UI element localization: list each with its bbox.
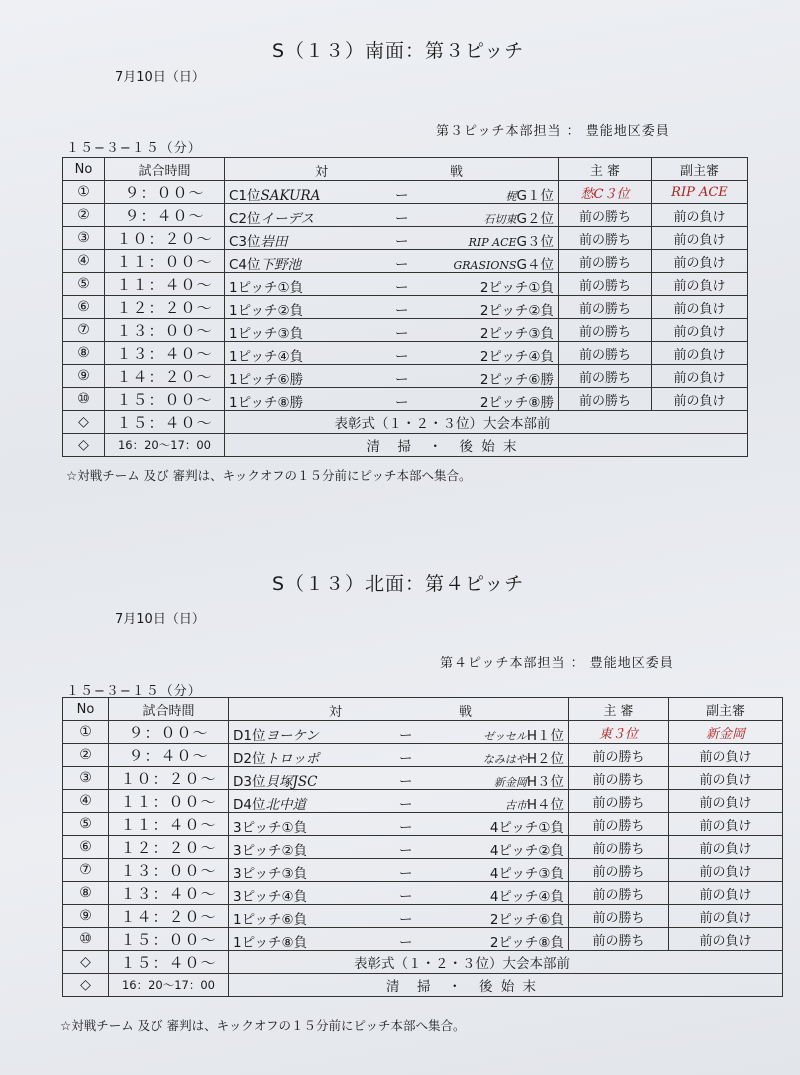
away-team	[490, 862, 564, 882]
match-cell	[229, 744, 569, 767]
home-team-name: 貝塚JSC	[265, 774, 318, 790]
assistant-referee: 前の負け	[652, 319, 748, 342]
match-time: ９：４０〜	[105, 204, 225, 227]
referee: 前の勝ち	[559, 365, 652, 388]
ceremony-time: １５：４０〜	[109, 951, 229, 974]
home-team	[229, 391, 303, 411]
match-time: １１：４０〜	[109, 813, 229, 836]
away-team	[483, 747, 564, 767]
match-no: ③	[63, 767, 109, 790]
header-time: 試合時間	[109, 698, 229, 721]
match-no: ⑩	[63, 388, 105, 411]
header-subref: 副主審	[669, 698, 783, 721]
home-team-name: ヨーケン	[265, 728, 319, 744]
table-row	[63, 859, 783, 882]
versus-dash: ー	[395, 188, 409, 204]
away-team	[490, 931, 564, 951]
home-seed: 1ピッチ②負	[229, 303, 304, 319]
header-no: No	[63, 158, 105, 181]
assistant-referee: 前の負け	[652, 273, 748, 296]
versus-dash: ー	[399, 866, 413, 882]
match-time: １５：００〜	[105, 388, 225, 411]
match-cell	[225, 319, 559, 342]
home-team	[229, 184, 320, 204]
away-seed: 4ピッチ①負	[489, 820, 564, 836]
match-format: １５−３−１５（分）	[66, 684, 202, 699]
match-no: ⑤	[63, 273, 105, 296]
referee: 愁C３位	[559, 181, 652, 204]
away-team	[453, 253, 554, 273]
match-format: １５−３−１５（分）	[66, 141, 202, 156]
away-seed: 2ピッチ⑥勝	[479, 372, 554, 388]
table-row	[63, 181, 748, 204]
match-time: １０：２０〜	[105, 227, 225, 250]
header-time: 試合時間	[105, 158, 225, 181]
cleanup-no: ◇	[63, 974, 109, 997]
away-team	[484, 207, 554, 227]
table-row	[63, 342, 748, 365]
referee: 前の勝ち	[569, 813, 669, 836]
match-cell	[229, 813, 569, 836]
away-team-name: 石切東	[483, 213, 517, 226]
assistant-referee: 前の負け	[669, 859, 783, 882]
away-team	[494, 770, 564, 790]
assistant-referee: 前の負け	[669, 767, 783, 790]
assistant-referee: 前の負け	[669, 905, 783, 928]
home-seed: 3ピッチ②負	[233, 843, 308, 859]
match-cell	[229, 836, 569, 859]
referee: 前の勝ち	[569, 744, 669, 767]
home-seed: D4位	[233, 797, 266, 813]
cleanup-row	[63, 974, 783, 997]
away-team	[480, 299, 554, 319]
cleanup-time: 16：20〜17：00	[105, 434, 225, 457]
match-no: ①	[63, 721, 109, 744]
home-team	[233, 770, 317, 790]
match-no: ②	[63, 744, 109, 767]
match-time: １０：２０〜	[109, 767, 229, 790]
match-time: １２：２０〜	[109, 836, 229, 859]
away-team-name: GRASIONS	[453, 259, 517, 272]
match-time: １１：４０〜	[105, 273, 225, 296]
table-row	[63, 250, 748, 273]
sheet-date: 7月10日（日）	[115, 70, 205, 85]
home-seed: 3ピッチ①負	[233, 820, 308, 836]
versus-dash: ー	[395, 280, 409, 296]
assistant-referee: 前の負け	[669, 928, 783, 951]
away-team-name: ゼッセル	[483, 730, 527, 743]
sheet-dept: 第４ピッチ本部担当 ： 豊能地区委員	[440, 656, 674, 671]
match-cell	[229, 882, 569, 905]
home-team-name: 北中道	[265, 797, 306, 813]
away-seed: H３位	[526, 774, 564, 790]
versus-dash: ー	[399, 728, 413, 744]
home-seed: C1位	[229, 188, 261, 204]
home-seed: 1ピッチ③負	[229, 326, 304, 342]
versus-dash: ー	[399, 797, 413, 813]
cleanup-time: 16：20〜17：00	[109, 974, 229, 997]
versus-dash: ー	[395, 303, 409, 319]
versus-dash: ー	[395, 349, 409, 365]
match-no: ⑧	[63, 342, 105, 365]
table-row	[63, 836, 783, 859]
versus-dash: ー	[395, 395, 409, 411]
match-time: １５：００〜	[109, 928, 229, 951]
away-seed: 2ピッチ③負	[479, 326, 554, 342]
versus-dash: ー	[395, 234, 409, 250]
home-team	[233, 724, 319, 744]
table-row	[63, 882, 783, 905]
match-no: ④	[63, 250, 105, 273]
home-seed: 1ピッチ⑧勝	[229, 395, 304, 411]
away-team-name: なみはや	[482, 753, 527, 766]
away-seed: H４位	[526, 797, 564, 813]
match-cell	[225, 342, 559, 365]
match-no: ⑨	[63, 905, 109, 928]
home-seed: D3位	[233, 774, 266, 790]
away-seed: G１位	[516, 188, 554, 204]
home-seed: 1ピッチ⑧負	[233, 935, 308, 951]
referee: 前の勝ち	[569, 928, 669, 951]
ceremony-text: 表彰式（１・２・３位）大会本部前	[229, 951, 783, 974]
home-team-name: SAKURA	[260, 188, 321, 204]
table-row	[63, 388, 748, 411]
home-team	[233, 862, 307, 882]
match-time: ９：４０〜	[109, 744, 229, 767]
match-cell	[229, 721, 569, 744]
ceremony-text: 表彰式（１・２・３位）大会本部前	[225, 411, 748, 434]
versus-dash: ー	[399, 935, 413, 951]
home-seed: C2位	[229, 211, 261, 227]
match-time: １３：００〜	[105, 319, 225, 342]
assistant-referee: 新金岡	[669, 721, 783, 744]
table-body	[63, 181, 748, 411]
home-team-name: イーデス	[260, 211, 314, 227]
match-cell	[229, 767, 569, 790]
home-team	[229, 299, 303, 319]
schedule-table	[62, 697, 783, 997]
home-team	[229, 345, 303, 365]
home-team	[229, 368, 303, 388]
assistant-referee: 前の負け	[652, 227, 748, 250]
home-team-name: 岩田	[260, 234, 288, 250]
table-header	[63, 698, 783, 721]
table-row	[63, 204, 748, 227]
match-time: １１：００〜	[105, 250, 225, 273]
home-team	[233, 908, 307, 928]
assembly-note: ☆対戦チーム 及び 審判は、キックオフの１５分前にピッチ本部へ集合。	[66, 468, 472, 483]
away-seed: 2ピッチ②負	[479, 303, 554, 319]
cleanup-no: ◇	[63, 434, 105, 457]
match-cell	[229, 790, 569, 813]
home-team	[233, 885, 307, 905]
match-time: １４：２０〜	[109, 905, 229, 928]
referee: 前の勝ち	[559, 204, 652, 227]
sheet-dept: 第３ピッチ本部担当 ： 豊能地区委員	[436, 124, 670, 139]
assistant-referee: 前の負け	[652, 204, 748, 227]
match-time: ９：００〜	[109, 721, 229, 744]
home-seed: 3ピッチ③負	[233, 866, 308, 882]
assistant-referee: 前の負け	[652, 365, 748, 388]
home-seed: 1ピッチ⑥負	[233, 912, 308, 928]
referee: 前の勝ち	[569, 882, 669, 905]
header-subref: 副主審	[652, 158, 748, 181]
referee: 前の勝ち	[569, 836, 669, 859]
match-cell	[229, 928, 569, 951]
home-team	[233, 747, 319, 767]
home-team	[233, 816, 307, 836]
away-seed: 4ピッチ③負	[489, 866, 564, 882]
match-cell	[229, 905, 569, 928]
match-cell	[225, 388, 559, 411]
match-no: ②	[63, 204, 105, 227]
home-seed: D2位	[233, 751, 266, 767]
referee: 前の勝ち	[559, 342, 652, 365]
assistant-referee: 前の負け	[652, 296, 748, 319]
match-no: ⑥	[63, 296, 105, 319]
versus-dash: ー	[395, 257, 409, 273]
away-team	[480, 368, 554, 388]
away-team	[480, 391, 554, 411]
match-time: １２：２０〜	[105, 296, 225, 319]
match-time: １４：２０〜	[105, 365, 225, 388]
referee: 東３位	[569, 721, 669, 744]
away-team-name: 古市	[504, 799, 527, 812]
header-match-1: 対	[329, 705, 343, 720]
versus-dash: ー	[399, 912, 413, 928]
match-cell	[225, 227, 559, 250]
ceremony-row	[63, 411, 748, 434]
versus-dash: ー	[399, 774, 413, 790]
home-seed: C4位	[229, 257, 261, 273]
match-no: ④	[63, 790, 109, 813]
referee: 前の勝ち	[569, 767, 669, 790]
referee: 前の勝ち	[569, 905, 669, 928]
table-row	[63, 227, 748, 250]
match-cell	[225, 204, 559, 227]
referee: 前の勝ち	[559, 319, 652, 342]
home-seed: 3ピッチ④負	[233, 889, 308, 905]
versus-dash: ー	[399, 843, 413, 859]
assistant-referee: 前の負け	[669, 790, 783, 813]
away-seed: G４位	[516, 257, 554, 273]
match-no: ③	[63, 227, 105, 250]
assistant-referee: 前の負け	[652, 388, 748, 411]
match-cell	[225, 296, 559, 319]
away-seed: 2ピッチ①負	[479, 280, 554, 296]
match-no: ⑥	[63, 836, 109, 859]
referee: 前の勝ち	[569, 790, 669, 813]
sheet-title: S（１３）南面：第３ピッチ	[272, 40, 525, 62]
home-team	[229, 276, 303, 296]
home-seed: 1ピッチ⑥勝	[229, 372, 304, 388]
away-seed: G３位	[516, 234, 554, 250]
ceremony-row	[63, 951, 783, 974]
table-row	[63, 319, 748, 342]
assistant-referee: 前の負け	[669, 744, 783, 767]
versus-dash: ー	[395, 211, 409, 227]
table-row	[63, 928, 783, 951]
match-time: １１：００〜	[109, 790, 229, 813]
versus-dash: ー	[399, 889, 413, 905]
away-seed: 4ピッチ④負	[489, 889, 564, 905]
away-seed: 2ピッチ⑧勝	[479, 395, 554, 411]
versus-dash: ー	[399, 820, 413, 836]
table-row	[63, 273, 748, 296]
header-match	[229, 698, 569, 721]
away-seed: 2ピッチ⑥負	[489, 912, 564, 928]
referee: 前の勝ち	[559, 296, 652, 319]
away-seed: G２位	[516, 211, 554, 227]
away-team	[480, 322, 554, 342]
away-team-name: 梶	[505, 190, 517, 203]
table-row	[63, 790, 783, 813]
home-team-name: トロッポ	[265, 751, 320, 767]
table-body	[63, 721, 783, 951]
home-team	[229, 207, 314, 227]
away-team	[490, 839, 564, 859]
table-row	[63, 744, 783, 767]
away-seed: 4ピッチ②負	[489, 843, 564, 859]
match-no: ⑦	[63, 319, 105, 342]
home-team	[229, 230, 288, 250]
header-ref: 主 審	[559, 158, 652, 181]
referee: 前の勝ち	[569, 859, 669, 882]
sheet-title: S（１３）北面：第４ピッチ	[272, 573, 525, 595]
match-cell	[225, 250, 559, 273]
match-time: １３：００〜	[109, 859, 229, 882]
table-row	[63, 296, 748, 319]
assistant-referee: 前の負け	[669, 882, 783, 905]
home-seed: D1位	[233, 728, 266, 744]
away-team-name: 新金岡	[493, 776, 527, 789]
home-team	[229, 322, 303, 342]
schedule-table	[62, 157, 748, 457]
ceremony-time: １５：４０〜	[105, 411, 225, 434]
header-match-2: 戦	[450, 165, 464, 180]
versus-dash: ー	[395, 326, 409, 342]
ceremony-no: ◇	[63, 951, 109, 974]
match-no: ⑤	[63, 813, 109, 836]
ceremony-no: ◇	[63, 411, 105, 434]
home-team-name: 下野池	[260, 257, 302, 273]
away-seed: H１位	[526, 728, 564, 744]
match-no: ①	[63, 181, 105, 204]
home-team	[233, 793, 306, 813]
away-team	[505, 793, 564, 813]
cleanup-row	[63, 434, 748, 457]
header-match	[225, 158, 559, 181]
match-time: １３：４０〜	[109, 882, 229, 905]
away-team	[480, 276, 554, 296]
match-no: ⑧	[63, 882, 109, 905]
cleanup-text: 清 掃 ・ 後 始 末	[229, 974, 783, 997]
match-no: ⑨	[63, 365, 105, 388]
home-seed: 1ピッチ④負	[229, 349, 304, 365]
home-seed: 1ピッチ①負	[229, 280, 304, 296]
table-row	[63, 767, 783, 790]
table-row	[63, 721, 783, 744]
assistant-referee: 前の負け	[652, 250, 748, 273]
match-time: ９：００〜	[105, 181, 225, 204]
table-header	[63, 158, 748, 181]
home-team	[233, 931, 307, 951]
away-team	[490, 816, 564, 836]
away-team-name: RIP ACE	[468, 236, 517, 249]
away-team	[490, 885, 564, 905]
home-team	[229, 253, 301, 273]
match-cell	[225, 273, 559, 296]
assistant-referee: 前の負け	[652, 342, 748, 365]
away-seed: 2ピッチ④負	[479, 349, 554, 365]
assembly-note: ☆対戦チーム 及び 審判は、キックオフの１５分前にピッチ本部へ集合。	[60, 1018, 466, 1033]
away-team	[490, 908, 564, 928]
match-no: ⑦	[63, 859, 109, 882]
home-team	[233, 839, 307, 859]
home-seed: C3位	[229, 234, 261, 250]
away-team	[483, 724, 564, 744]
versus-dash: ー	[395, 372, 409, 388]
referee: 前の勝ち	[559, 273, 652, 296]
match-cell	[225, 181, 559, 204]
table-row	[63, 813, 783, 836]
assistant-referee: 前の負け	[669, 813, 783, 836]
away-seed: 2ピッチ⑧負	[489, 935, 564, 951]
header-match-1: 対	[315, 165, 329, 180]
assistant-referee: 前の負け	[669, 836, 783, 859]
header-match-2: 戦	[459, 705, 473, 720]
table-row	[63, 905, 783, 928]
header-ref: 主 審	[569, 698, 669, 721]
cleanup-text: 清 掃 ・ 後 始 末	[225, 434, 748, 457]
away-team	[506, 184, 554, 204]
match-cell	[229, 859, 569, 882]
match-time: １３：４０〜	[105, 342, 225, 365]
versus-dash: ー	[399, 751, 413, 767]
match-cell	[225, 365, 559, 388]
referee: 前の勝ち	[559, 250, 652, 273]
match-no: ⑩	[63, 928, 109, 951]
table-row	[63, 365, 748, 388]
away-team	[480, 345, 554, 365]
referee: 前の勝ち	[559, 388, 652, 411]
referee: 前の勝ち	[559, 227, 652, 250]
assistant-referee: RIP ACE	[652, 181, 748, 204]
away-seed: H２位	[526, 751, 564, 767]
header-no: No	[63, 698, 109, 721]
sheet-date: 7月10日（日）	[115, 612, 205, 627]
away-team	[469, 230, 554, 250]
